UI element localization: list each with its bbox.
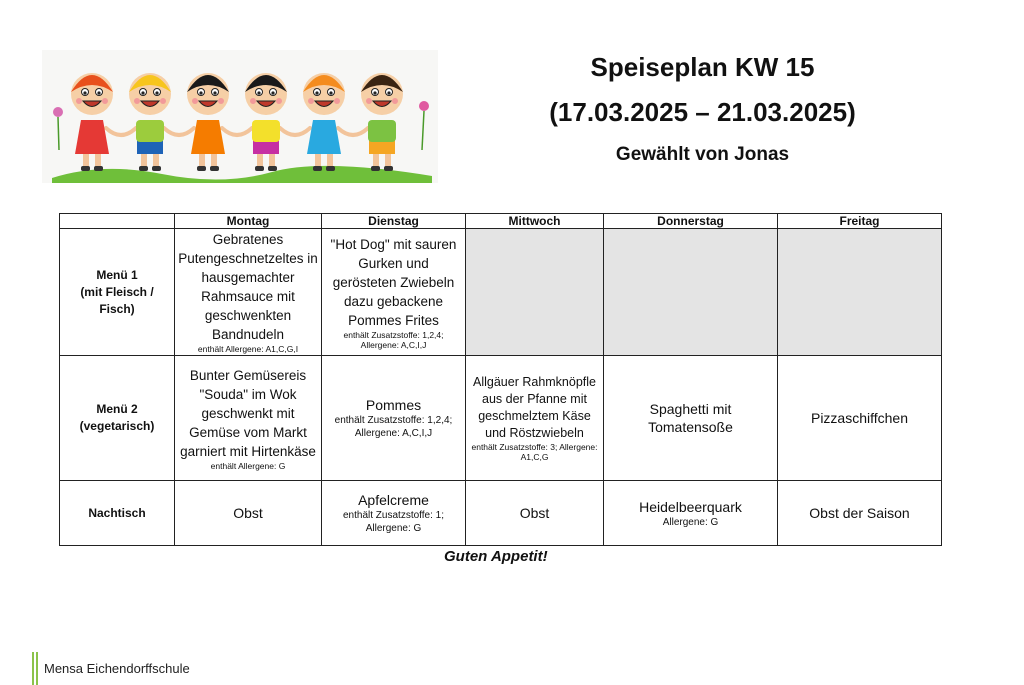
dish-text: Pizzaschiffchen	[810, 410, 908, 426]
kid-cheek	[334, 98, 340, 104]
allergen-note: enthält Allergene: A1,C,G,I	[197, 344, 299, 354]
flower-icon	[419, 101, 429, 111]
kid-arms	[338, 128, 368, 135]
kid-cheek	[134, 98, 140, 104]
kid-shoe	[210, 166, 219, 171]
kid-pupil	[329, 91, 332, 94]
kid-pupil	[315, 91, 318, 94]
meal-cell	[466, 356, 604, 481]
allergen-note: enthält Zusatzstoffe: 1,2,4; Allergene: A,C,I,J	[334, 415, 453, 439]
menu1-row	[60, 229, 942, 356]
allergen-note: enthält Zusatzstoffe: 1,2,4; Allergene: A,C,I,J	[343, 329, 444, 350]
kid-shoe	[94, 166, 103, 171]
kids-illustration-svg	[42, 50, 438, 183]
kid-shirt	[368, 120, 396, 142]
meal-cell	[322, 356, 466, 481]
menu-table	[59, 213, 942, 546]
kid-shoe	[326, 166, 335, 171]
kid-cheek	[308, 98, 314, 104]
kid-shoe	[81, 166, 90, 171]
kid-pupil	[387, 91, 390, 94]
closing-text: Guten Appetit!	[444, 548, 548, 565]
kid-pupil	[373, 91, 376, 94]
kid-pupil	[199, 91, 202, 94]
day-header: Freitag	[778, 214, 942, 229]
meal-cell	[175, 481, 322, 546]
row-label	[60, 356, 175, 481]
empty-meal-cell	[604, 229, 778, 356]
day-header: Donnerstag	[604, 214, 778, 229]
dish-text: Bunter Gemüsereis "Souda" im Wok geschwenkt mit Gemüse vom Markt garniert mit Hirtenkäse	[180, 367, 316, 459]
kid-cheek	[250, 98, 256, 104]
allergen-note: enthält Zusatzstoffe: 1; Allergene: G	[343, 510, 444, 534]
meal-cell	[604, 481, 778, 546]
empty-meal-cell	[778, 229, 942, 356]
allergen-note: enthält Zusatzstoffe: 3; Allergene: A1,C,G	[471, 442, 598, 462]
kid-arms	[222, 128, 252, 135]
date-range: (17.03.2025 – 21.03.2025)	[549, 97, 856, 127]
kid-pupil	[213, 91, 216, 94]
flower-stem	[422, 111, 424, 150]
kid-dress	[191, 120, 225, 154]
meal-cell	[604, 356, 778, 481]
kid-cheek	[102, 98, 108, 104]
dish-text: Heidelbeerquark	[639, 498, 742, 515]
row-label-text: Nachtisch	[88, 505, 146, 520]
kid-dress	[75, 120, 109, 154]
kid-arms	[164, 128, 194, 135]
page-title: Speiseplan KW 15	[590, 52, 815, 82]
corner-cell	[60, 214, 175, 229]
kid-cheek	[392, 98, 398, 104]
kid-pupil	[141, 91, 144, 94]
meal-cell	[466, 481, 604, 546]
meal-cell	[778, 356, 942, 481]
flower-icon	[53, 107, 63, 117]
meal-cell	[175, 356, 322, 481]
footer-accent-bar	[32, 652, 34, 685]
kid-pupil	[97, 91, 100, 94]
dish-text: Spaghetti mit Tomatensoße	[648, 401, 733, 435]
day-header-row	[60, 214, 942, 229]
dish-text: Obst der Saison	[809, 505, 910, 521]
row-label-text: Menü 2 (vegetarisch)	[79, 402, 155, 433]
meal-cell	[778, 481, 942, 546]
kid-dress	[307, 120, 341, 154]
dish-text: Apfelcreme	[358, 492, 429, 508]
meal-cell	[322, 229, 466, 356]
dish-text: Obst	[519, 505, 550, 521]
title-block	[520, 48, 885, 166]
dish-text: Obst	[233, 505, 263, 521]
kid-shirt	[136, 120, 164, 142]
kids-illustration	[42, 50, 438, 183]
kid-cheek	[76, 98, 82, 104]
kid-pupil	[155, 91, 158, 94]
dish-text: Allgäuer Rahmknöpfle aus der Pfanne mit geschmelztem Käse und Röstzwiebeln	[473, 375, 596, 440]
kid-shoe	[255, 166, 264, 171]
row-label	[60, 229, 175, 356]
footer-accent-bar	[36, 652, 38, 685]
kid-shoe	[197, 166, 206, 171]
kid-arms	[106, 128, 136, 135]
row-label	[60, 481, 175, 546]
kid-cheek	[366, 98, 372, 104]
kid-shoe	[139, 166, 148, 171]
row-label-text: Menü 1 (mit Fleisch / Fisch)	[80, 267, 154, 316]
kid-shoe	[313, 166, 322, 171]
kid-cheek	[276, 98, 282, 104]
kid-cheek	[192, 98, 198, 104]
allergen-note: enthält Allergene: G	[210, 460, 286, 471]
empty-meal-cell	[466, 229, 604, 356]
kid-cheek	[160, 98, 166, 104]
meal-cell	[322, 481, 466, 546]
dish-text: "Hot Dog" mit sauren Gurken und gerösteten Zwiebeln dazu gebackene Pommes Frites	[330, 236, 457, 328]
allergen-note: Allergene: G	[662, 516, 719, 528]
day-header: Dienstag	[322, 214, 466, 229]
kid-pupil	[257, 91, 260, 94]
dessert-row	[60, 481, 942, 546]
kid-shoe	[371, 166, 380, 171]
kid-pupil	[83, 91, 86, 94]
kid-shoe	[268, 166, 277, 171]
kid-shoe	[384, 166, 393, 171]
kid-shoe	[152, 166, 161, 171]
kid-shirt	[252, 120, 280, 142]
meal-cell	[175, 229, 322, 356]
day-header: Montag	[175, 214, 322, 229]
chosen-by: Gewählt von Jonas	[615, 144, 790, 165]
kid-cheek	[218, 98, 224, 104]
dish-text: Pommes	[365, 397, 422, 413]
kid-pupil	[271, 91, 274, 94]
menu2-row	[60, 356, 942, 481]
flower-stem	[58, 117, 59, 150]
dish-text: Gebratenes Putengeschnetzeltes in hausgemachter Rahmsauce mit geschwenkten Bandnudeln	[178, 232, 318, 342]
day-header: Mittwoch	[466, 214, 604, 229]
footer-text: Mensa Eichendorffschule	[44, 661, 190, 676]
kid-arms	[280, 128, 310, 135]
